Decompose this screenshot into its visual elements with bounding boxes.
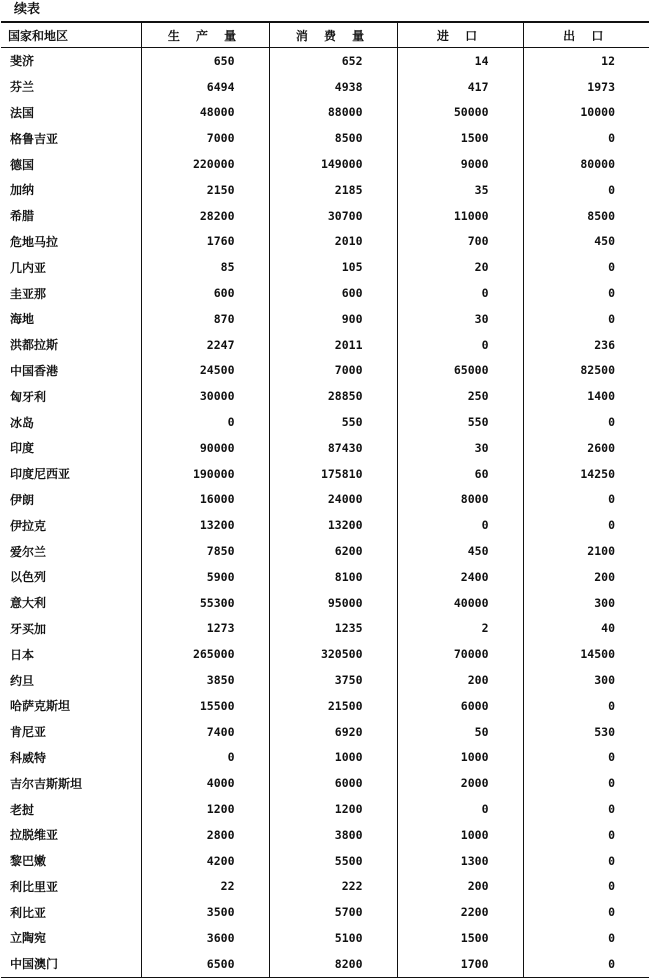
cell-export: 236 xyxy=(523,332,649,358)
data-table xyxy=(1,21,649,978)
cell-export: 0 xyxy=(523,925,649,951)
table-row xyxy=(1,667,649,693)
table-row xyxy=(1,229,649,255)
cell-import: 550 xyxy=(397,409,523,435)
cell-country: 加纳 xyxy=(10,183,35,198)
cell-export: 0 xyxy=(523,693,649,719)
cell-export: 2600 xyxy=(523,435,649,461)
table-row xyxy=(1,719,649,745)
cell-country: 黎巴嫩 xyxy=(10,854,47,869)
table-row xyxy=(1,512,649,538)
cell-production: 55300 xyxy=(141,590,269,616)
table-row xyxy=(1,409,649,435)
cell-consumption: 600 xyxy=(269,280,397,306)
cell-export: 10000 xyxy=(523,100,649,126)
cell-import: 0 xyxy=(397,512,523,538)
cell-country: 希腊 xyxy=(10,209,35,224)
cell-production: 3600 xyxy=(141,925,269,951)
table-row xyxy=(1,306,649,332)
cell-import: 30 xyxy=(397,435,523,461)
cell-country: 哈萨克斯坦 xyxy=(10,699,71,714)
cell-consumption: 8100 xyxy=(269,564,397,590)
cell-import: 6000 xyxy=(397,693,523,719)
cell-import: 1000 xyxy=(397,822,523,848)
cell-export: 0 xyxy=(523,874,649,900)
cell-production: 85 xyxy=(141,254,269,280)
cell-consumption: 7000 xyxy=(269,358,397,384)
cell-country: 中国香港 xyxy=(10,363,59,378)
cell-country: 意大利 xyxy=(10,596,47,611)
cell-consumption: 550 xyxy=(269,409,397,435)
cell-consumption: 652 xyxy=(269,48,397,74)
cell-production: 16000 xyxy=(141,487,269,513)
cell-import: 14 xyxy=(397,48,523,74)
cell-export: 0 xyxy=(523,125,649,151)
cell-country: 以色列 xyxy=(10,570,47,585)
cell-import: 60 xyxy=(397,461,523,487)
table-row xyxy=(1,590,649,616)
cell-production: 1273 xyxy=(141,616,269,642)
cell-production: 190000 xyxy=(141,461,269,487)
table-row xyxy=(1,616,649,642)
cell-country: 冰岛 xyxy=(10,415,35,430)
cell-import: 1500 xyxy=(397,925,523,951)
table-row xyxy=(1,125,649,151)
cell-production: 2150 xyxy=(141,177,269,203)
cell-country: 格鲁吉亚 xyxy=(10,131,59,146)
header-import: 进 口 xyxy=(397,22,523,48)
cell-country: 圭亚那 xyxy=(10,286,47,301)
cell-consumption: 3800 xyxy=(269,822,397,848)
cell-production: 7000 xyxy=(141,125,269,151)
cell-country: 牙买加 xyxy=(10,621,47,636)
table-row xyxy=(1,796,649,822)
cell-consumption: 1235 xyxy=(269,616,397,642)
table-row xyxy=(1,383,649,409)
cell-export: 0 xyxy=(523,512,649,538)
cell-consumption: 6200 xyxy=(269,538,397,564)
table-row xyxy=(1,925,649,951)
cell-export: 0 xyxy=(523,280,649,306)
cell-import: 0 xyxy=(397,280,523,306)
cell-consumption: 2010 xyxy=(269,229,397,255)
table-row xyxy=(1,280,649,306)
table-row xyxy=(1,641,649,667)
cell-country: 拉脱维亚 xyxy=(10,828,59,843)
table-header-row xyxy=(1,22,649,48)
table-row xyxy=(1,332,649,358)
cell-consumption: 105 xyxy=(269,254,397,280)
cell-import: 250 xyxy=(397,383,523,409)
cell-import: 1000 xyxy=(397,745,523,771)
cell-production: 650 xyxy=(141,48,269,74)
table-row xyxy=(1,848,649,874)
cell-import: 450 xyxy=(397,538,523,564)
cell-export: 450 xyxy=(523,229,649,255)
cell-consumption: 320500 xyxy=(269,641,397,667)
cell-import: 40000 xyxy=(397,590,523,616)
header-export: 出 口 xyxy=(523,22,649,48)
table-row xyxy=(1,770,649,796)
cell-production: 1200 xyxy=(141,796,269,822)
cell-country: 匈牙利 xyxy=(10,389,47,404)
table-row xyxy=(1,745,649,771)
cell-country: 海地 xyxy=(10,312,35,327)
cell-import: 11000 xyxy=(397,203,523,229)
cell-production: 15500 xyxy=(141,693,269,719)
cell-production: 30000 xyxy=(141,383,269,409)
cell-consumption: 5500 xyxy=(269,848,397,874)
cell-production: 1760 xyxy=(141,229,269,255)
cell-import: 30 xyxy=(397,306,523,332)
cell-export: 0 xyxy=(523,745,649,771)
cell-consumption: 21500 xyxy=(269,693,397,719)
cell-consumption: 1000 xyxy=(269,745,397,771)
cell-export: 530 xyxy=(523,719,649,745)
cell-production: 265000 xyxy=(141,641,269,667)
cell-consumption: 2185 xyxy=(269,177,397,203)
cell-country: 伊拉克 xyxy=(10,518,47,533)
cell-country: 芬兰 xyxy=(10,80,35,95)
cell-consumption: 95000 xyxy=(269,590,397,616)
header-country: 国家和地区 xyxy=(1,22,141,48)
cell-import: 65000 xyxy=(397,358,523,384)
cell-import: 35 xyxy=(397,177,523,203)
table-row xyxy=(1,177,649,203)
cell-export: 0 xyxy=(523,254,649,280)
cell-export: 0 xyxy=(523,822,649,848)
table-row xyxy=(1,254,649,280)
cell-consumption: 8500 xyxy=(269,125,397,151)
cell-production: 90000 xyxy=(141,435,269,461)
cell-production: 6494 xyxy=(141,74,269,100)
cell-consumption: 2011 xyxy=(269,332,397,358)
table-body xyxy=(1,48,649,978)
cell-production: 0 xyxy=(141,745,269,771)
cell-consumption: 4938 xyxy=(269,74,397,100)
cell-import: 70000 xyxy=(397,641,523,667)
cell-consumption: 5700 xyxy=(269,899,397,925)
cell-import: 0 xyxy=(397,332,523,358)
cell-consumption: 87430 xyxy=(269,435,397,461)
table-row xyxy=(1,435,649,461)
cell-country: 法国 xyxy=(10,105,35,120)
cell-export: 0 xyxy=(523,848,649,874)
cell-country: 洪都拉斯 xyxy=(10,338,59,353)
cell-import: 2400 xyxy=(397,564,523,590)
header-consumption: 消 费 量 xyxy=(269,22,397,48)
cell-country: 爱尔兰 xyxy=(10,544,47,559)
cell-export: 200 xyxy=(523,564,649,590)
table-row xyxy=(1,822,649,848)
cell-export: 0 xyxy=(523,487,649,513)
table-caption: 续表 xyxy=(14,2,41,17)
table-row xyxy=(1,874,649,900)
cell-export: 12 xyxy=(523,48,649,74)
cell-export: 14500 xyxy=(523,641,649,667)
cell-country: 老挝 xyxy=(10,802,35,817)
cell-country: 肯尼亚 xyxy=(10,725,47,740)
cell-import: 50 xyxy=(397,719,523,745)
cell-import: 417 xyxy=(397,74,523,100)
cell-import: 0 xyxy=(397,796,523,822)
cell-export: 80000 xyxy=(523,151,649,177)
cell-consumption: 175810 xyxy=(269,461,397,487)
table-row xyxy=(1,693,649,719)
cell-production: 5900 xyxy=(141,564,269,590)
cell-production: 4000 xyxy=(141,770,269,796)
table-row xyxy=(1,203,649,229)
cell-production: 13200 xyxy=(141,512,269,538)
cell-production: 3850 xyxy=(141,667,269,693)
table-row xyxy=(1,48,649,74)
table-row xyxy=(1,74,649,100)
cell-production: 22 xyxy=(141,874,269,900)
cell-consumption: 6920 xyxy=(269,719,397,745)
cell-production: 870 xyxy=(141,306,269,332)
cell-production: 2247 xyxy=(141,332,269,358)
table-row xyxy=(1,951,649,977)
cell-consumption: 30700 xyxy=(269,203,397,229)
cell-export: 0 xyxy=(523,409,649,435)
cell-consumption: 88000 xyxy=(269,100,397,126)
cell-import: 2200 xyxy=(397,899,523,925)
cell-country: 中国澳门 xyxy=(1,951,141,977)
cell-production: 7850 xyxy=(141,538,269,564)
cell-import: 50000 xyxy=(397,100,523,126)
cell-production: 6500 xyxy=(141,951,269,977)
cell-country: 斐济 xyxy=(10,54,35,69)
cell-import: 8000 xyxy=(397,487,523,513)
header-production: 生 产 量 xyxy=(141,22,269,48)
cell-production: 2800 xyxy=(141,822,269,848)
cell-consumption: 6000 xyxy=(269,770,397,796)
cell-production: 3500 xyxy=(141,899,269,925)
cell-import: 1300 xyxy=(397,848,523,874)
cell-export: 300 xyxy=(523,667,649,693)
cell-country: 几内亚 xyxy=(10,260,47,275)
cell-country: 伊朗 xyxy=(10,492,35,507)
cell-export: 2100 xyxy=(523,538,649,564)
cell-consumption: 13200 xyxy=(269,512,397,538)
cell-import: 200 xyxy=(397,874,523,900)
cell-country: 吉尔吉斯斯坦 xyxy=(10,776,83,791)
cell-consumption: 1200 xyxy=(269,796,397,822)
cell-consumption: 222 xyxy=(269,874,397,900)
cell-export: 0 xyxy=(523,951,649,977)
cell-export: 1400 xyxy=(523,383,649,409)
table-row xyxy=(1,100,649,126)
cell-production: 24500 xyxy=(141,358,269,384)
cell-consumption: 900 xyxy=(269,306,397,332)
cell-export: 14250 xyxy=(523,461,649,487)
cell-country: 约旦 xyxy=(10,673,35,688)
cell-export: 0 xyxy=(523,770,649,796)
cell-import: 9000 xyxy=(397,151,523,177)
cell-export: 0 xyxy=(523,177,649,203)
cell-export: 82500 xyxy=(523,358,649,384)
cell-export: 300 xyxy=(523,590,649,616)
cell-country: 立陶宛 xyxy=(10,931,47,946)
cell-production: 0 xyxy=(141,409,269,435)
cell-country: 利比里亚 xyxy=(10,879,59,894)
cell-export: 40 xyxy=(523,616,649,642)
cell-export: 0 xyxy=(523,306,649,332)
cell-country: 科威特 xyxy=(10,750,47,765)
cell-import: 700 xyxy=(397,229,523,255)
table-row xyxy=(1,538,649,564)
table-row xyxy=(1,151,649,177)
table-row xyxy=(1,487,649,513)
cell-export: 0 xyxy=(523,796,649,822)
cell-import: 2 xyxy=(397,616,523,642)
cell-production: 7400 xyxy=(141,719,269,745)
cell-import: 1700 xyxy=(397,951,523,977)
cell-production: 48000 xyxy=(141,100,269,126)
cell-country: 印度尼西亚 xyxy=(10,467,71,482)
cell-consumption: 8200 xyxy=(269,951,397,977)
cell-import: 1500 xyxy=(397,125,523,151)
cell-production: 600 xyxy=(141,280,269,306)
table-row xyxy=(1,358,649,384)
cell-consumption: 24000 xyxy=(269,487,397,513)
cell-country: 德国 xyxy=(10,157,35,172)
cell-consumption: 5100 xyxy=(269,925,397,951)
cell-production: 220000 xyxy=(141,151,269,177)
cell-import: 200 xyxy=(397,667,523,693)
cell-export: 1973 xyxy=(523,74,649,100)
cell-production: 4200 xyxy=(141,848,269,874)
cell-consumption: 28850 xyxy=(269,383,397,409)
cell-consumption: 149000 xyxy=(269,151,397,177)
table-row xyxy=(1,564,649,590)
cell-country: 印度 xyxy=(10,441,35,456)
cell-production: 28200 xyxy=(141,203,269,229)
cell-country: 日本 xyxy=(10,647,35,662)
cell-export: 0 xyxy=(523,899,649,925)
table-row xyxy=(1,461,649,487)
cell-import: 20 xyxy=(397,254,523,280)
table-row xyxy=(1,899,649,925)
cell-country: 利比亚 xyxy=(10,905,47,920)
cell-country: 危地马拉 xyxy=(10,234,59,249)
cell-import: 2000 xyxy=(397,770,523,796)
cell-export: 8500 xyxy=(523,203,649,229)
cell-consumption: 3750 xyxy=(269,667,397,693)
